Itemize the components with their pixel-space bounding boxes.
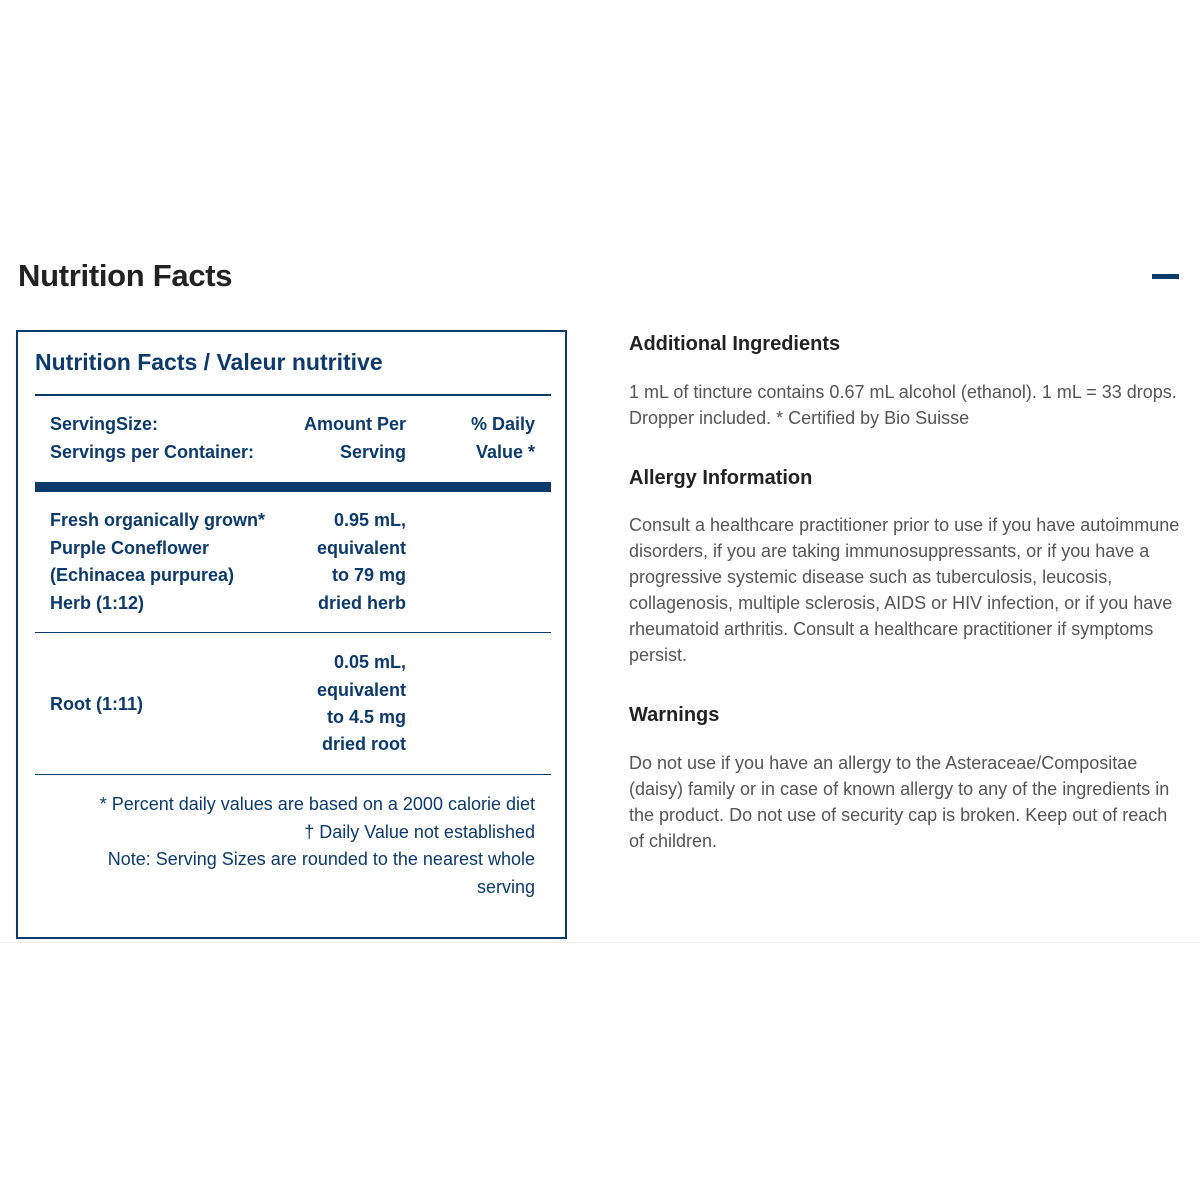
amount-header-line2: Serving xyxy=(339,442,406,462)
allergy-information-text: Consult a healthcare practitioner prior to use if you have autoimmune disorders, if you are taking immunosuppressants, or if you have a progressive systemic disease such as tuberculosis, leucosis, collagenosis, multiple sclerosis, AIDS or HIV infection, or if you have rheumatoid arthritis. Consult a healthcare practitioner if symptoms persist. xyxy=(629,515,1180,665)
warnings-heading: Warnings xyxy=(629,704,720,726)
daily-value-header-line2: Value * xyxy=(475,442,535,462)
section-title: Nutrition Facts xyxy=(18,258,233,293)
footnote-daily-values: * Percent daily values are based on a 2000 calorie diet xyxy=(99,794,535,814)
amount-line: to 4.5 mg xyxy=(326,707,406,727)
footnote-dagger: † Daily Value not established xyxy=(304,821,535,842)
warnings-text: Do not use if you have an allergy to the Asteraceae/Compositae (daisy) family or in case of known allergy to any of the ingredients in the product. Do not use of security cap is broken. Keep out of reach of children. xyxy=(629,753,1170,851)
collapse-toggle-button[interactable] xyxy=(1150,266,1182,288)
divider xyxy=(35,632,551,633)
allergy-information-heading: Allergy Information xyxy=(629,467,813,489)
amount-line: dried root xyxy=(322,734,406,754)
amount-line: to 79 mg xyxy=(331,565,406,585)
ingredient-name-line: Root (1:11) xyxy=(50,694,144,714)
thick-divider xyxy=(35,482,551,492)
amount-line: dried herb xyxy=(317,593,406,613)
divider xyxy=(35,774,551,775)
additional-ingredients-heading: Additional Ingredients xyxy=(629,333,841,355)
amount-line: equivalent xyxy=(316,538,406,558)
serving-size-label: ServingSize: xyxy=(50,414,159,434)
ingredient-name-line: Herb (1:12) xyxy=(50,593,145,613)
ingredient-name-line: Fresh organically grown* xyxy=(50,510,266,530)
nutrition-panel xyxy=(16,330,567,939)
servings-per-container-label: Servings per Container: xyxy=(50,442,255,462)
amount-line: 0.05 mL, xyxy=(333,652,406,672)
amount-header-line1: Amount Per xyxy=(303,414,406,434)
additional-ingredients-text: 1 mL of tincture contains 0.67 mL alcohol (ethanol). 1 mL = 33 drops. Dropper included. * Certified by Bio Suisse xyxy=(629,382,1177,428)
panel-title: Nutrition Facts / Valeur nutritive xyxy=(35,349,383,375)
amount-line: equivalent xyxy=(316,680,406,700)
ingredient-name-line: Purple Coneflower xyxy=(50,538,210,558)
footnotes xyxy=(78,791,535,901)
minus-icon xyxy=(1152,274,1179,279)
footnote-serving-note: Note: Serving Sizes are rounded to the nearest whole serving xyxy=(107,849,535,897)
ingredient-name-line: (Echinacea purpurea) xyxy=(50,565,235,585)
daily-value-header-line1: % Daily xyxy=(470,414,535,434)
amount-line: 0.95 mL, xyxy=(333,510,406,530)
divider xyxy=(35,394,551,396)
